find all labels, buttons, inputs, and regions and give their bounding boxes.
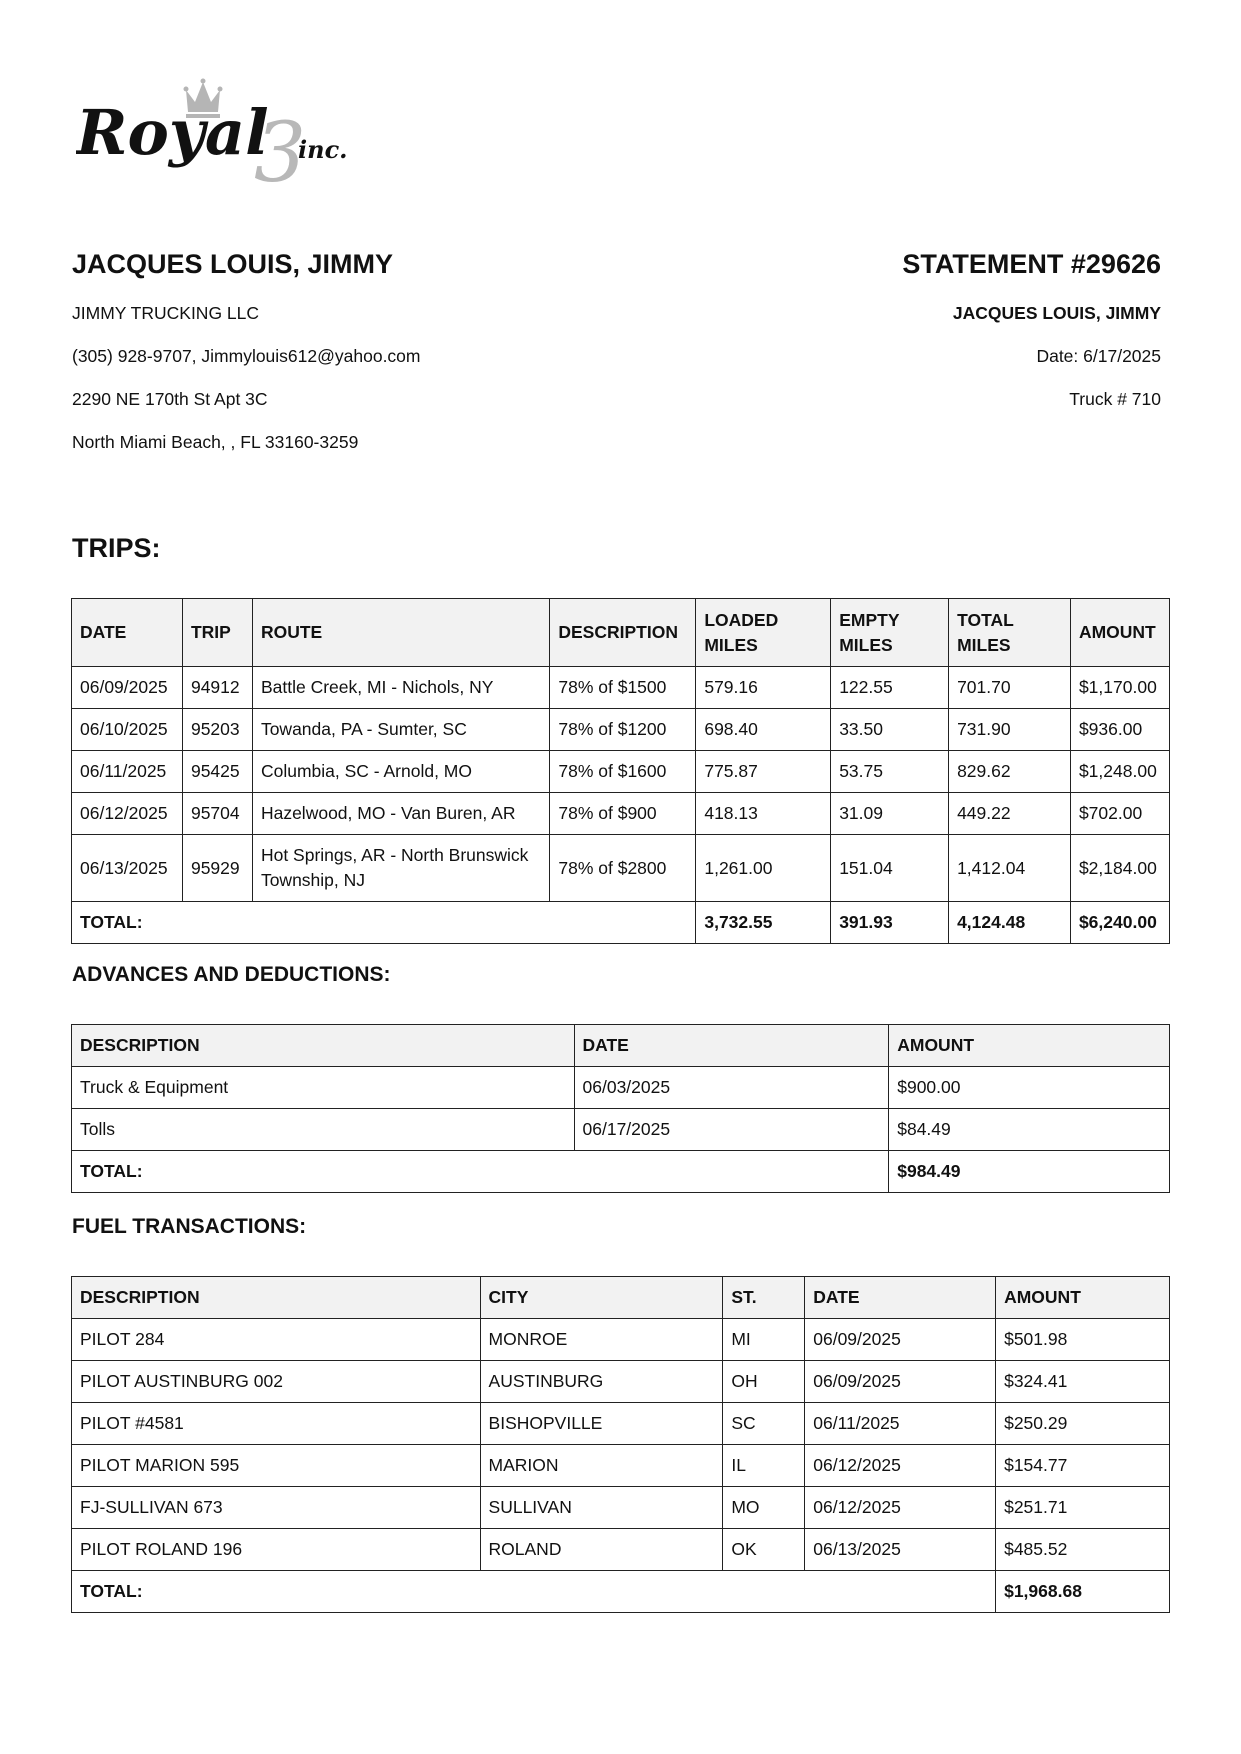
table-cell: Tolls: [72, 1109, 575, 1151]
column-header: AMOUNT: [889, 1025, 1170, 1067]
table-cell: $1,170.00: [1070, 667, 1169, 709]
logo-suffix: inc.: [298, 135, 348, 164]
table-cell: Hazelwood, MO - Van Buren, AR: [252, 793, 549, 835]
column-header: DESCRIPTION: [550, 599, 696, 667]
column-header: DESCRIPTION: [72, 1277, 481, 1319]
driver-info: [72, 248, 632, 453]
table-cell: ROLAND: [480, 1529, 723, 1571]
table-cell: BISHOPVILLE: [480, 1403, 723, 1445]
table-row: [72, 667, 1170, 709]
column-header: TOTAL MILES: [949, 599, 1071, 667]
table-row: [72, 1319, 1170, 1361]
table-cell: 95704: [182, 793, 252, 835]
table-cell: $900.00: [889, 1067, 1170, 1109]
table-cell: AUSTINBURG: [480, 1361, 723, 1403]
statement-title: STATEMENT #29626: [902, 249, 1161, 279]
total-label: TOTAL:: [72, 1571, 996, 1613]
table-cell: 53.75: [831, 751, 949, 793]
table-row: [72, 1067, 1170, 1109]
table-cell: 78% of $1600: [550, 751, 696, 793]
column-header: CITY: [480, 1277, 723, 1319]
table-cell: 449.22: [949, 793, 1071, 835]
table-header-row: [72, 1025, 1170, 1067]
table-cell: $251.71: [996, 1487, 1170, 1529]
table-cell: 06/13/2025: [805, 1529, 996, 1571]
table-cell: 775.87: [696, 751, 831, 793]
table-cell: 06/12/2025: [805, 1487, 996, 1529]
company-logo: [76, 76, 386, 196]
trips-title: TRIPS:: [72, 533, 161, 563]
table-cell: 1,412.04: [949, 835, 1071, 902]
table-cell: 06/13/2025: [72, 835, 183, 902]
logo-script: Royal: [76, 96, 269, 169]
table-cell: 06/03/2025: [574, 1067, 889, 1109]
total-cell: $1,968.68: [996, 1571, 1170, 1613]
table-cell: 829.62: [949, 751, 1071, 793]
total-row: [72, 1151, 1170, 1193]
table-cell: MONROE: [480, 1319, 723, 1361]
column-header: DATE: [805, 1277, 996, 1319]
column-header: ST.: [723, 1277, 805, 1319]
table-cell: $324.41: [996, 1361, 1170, 1403]
column-header: ROUTE: [252, 599, 549, 667]
table-cell: $250.29: [996, 1403, 1170, 1445]
table-cell: 122.55: [831, 667, 949, 709]
table-cell: 78% of $2800: [550, 835, 696, 902]
table-cell: Hot Springs, AR - North Brunswick Township, NJ: [252, 835, 549, 902]
table-header-row: [72, 1277, 1170, 1319]
fuel-title: FUEL TRANSACTIONS:: [72, 1215, 307, 1238]
table-cell: $702.00: [1070, 793, 1169, 835]
table-cell: $485.52: [996, 1529, 1170, 1571]
total-label: TOTAL:: [72, 902, 696, 944]
table-cell: 06/11/2025: [805, 1403, 996, 1445]
table-row: [72, 1361, 1170, 1403]
table-cell: 31.09: [831, 793, 949, 835]
column-header: EMPTY MILES: [831, 599, 949, 667]
table-cell: 731.90: [949, 709, 1071, 751]
total-row: [72, 902, 1170, 944]
table-cell: 06/12/2025: [72, 793, 183, 835]
table-cell: 1,261.00: [696, 835, 831, 902]
table-header-row: [72, 599, 1170, 667]
total-cell: 3,732.55: [696, 902, 831, 944]
table-cell: Columbia, SC - Arnold, MO: [252, 751, 549, 793]
column-header: DATE: [72, 599, 183, 667]
table-cell: 78% of $1500: [550, 667, 696, 709]
table-cell: PILOT #4581: [72, 1403, 481, 1445]
table-cell: IL: [723, 1445, 805, 1487]
fuel-table: [71, 1276, 1170, 1613]
total-cell: $6,240.00: [1070, 902, 1169, 944]
table-cell: 06/11/2025: [72, 751, 183, 793]
table-row: [72, 793, 1170, 835]
table-cell: Truck & Equipment: [72, 1067, 575, 1109]
table-cell: Towanda, PA - Sumter, SC: [252, 709, 549, 751]
total-cell: 391.93: [831, 902, 949, 944]
driver-contact: (305) 928-9707, Jimmylouis612@yahoo.com: [72, 346, 421, 366]
table-cell: $1,248.00: [1070, 751, 1169, 793]
table-row: [72, 751, 1170, 793]
table-cell: 06/09/2025: [805, 1361, 996, 1403]
table-cell: 06/09/2025: [72, 667, 183, 709]
column-header: AMOUNT: [1070, 599, 1169, 667]
table-cell: 701.70: [949, 667, 1071, 709]
table-row: [72, 1403, 1170, 1445]
table-row: [72, 835, 1170, 902]
trips-table: [71, 598, 1170, 944]
statement-info: [601, 248, 1161, 410]
statement-date: Date: 6/17/2025: [1036, 346, 1161, 366]
table-cell: OH: [723, 1361, 805, 1403]
table-cell: MI: [723, 1319, 805, 1361]
table-cell: MARION: [480, 1445, 723, 1487]
table-cell: 698.40: [696, 709, 831, 751]
statement-name: JACQUES LOUIS, JIMMY: [952, 303, 1161, 323]
table-cell: 418.13: [696, 793, 831, 835]
advances-table: [71, 1024, 1170, 1193]
table-cell: 33.50: [831, 709, 949, 751]
driver-address-line1: 2290 NE 170th St Apt 3C: [72, 389, 268, 409]
table-cell: 94912: [182, 667, 252, 709]
logo-numeral: 3: [254, 106, 307, 196]
table-row: [72, 1445, 1170, 1487]
table-cell: OK: [723, 1529, 805, 1571]
table-cell: FJ-SULLIVAN 673: [72, 1487, 481, 1529]
table-cell: SC: [723, 1403, 805, 1445]
column-header: TRIP: [182, 599, 252, 667]
table-cell: 06/17/2025: [574, 1109, 889, 1151]
table-cell: $501.98: [996, 1319, 1170, 1361]
table-cell: PILOT 284: [72, 1319, 481, 1361]
total-cell: $984.49: [889, 1151, 1170, 1193]
column-header: LOADED MILES: [696, 599, 831, 667]
column-header: DESCRIPTION: [72, 1025, 575, 1067]
table-cell: 151.04: [831, 835, 949, 902]
table-row: [72, 1487, 1170, 1529]
driver-address-line2: North Miami Beach, , FL 33160-3259: [72, 432, 359, 452]
total-label: TOTAL:: [72, 1151, 889, 1193]
total-row: [72, 1571, 1170, 1613]
table-cell: $84.49: [889, 1109, 1170, 1151]
column-header: AMOUNT: [996, 1277, 1170, 1319]
table-cell: SULLIVAN: [480, 1487, 723, 1529]
table-cell: 78% of $900: [550, 793, 696, 835]
table-cell: 06/10/2025: [72, 709, 183, 751]
table-cell: MO: [723, 1487, 805, 1529]
column-header: DATE: [574, 1025, 889, 1067]
table-row: [72, 1529, 1170, 1571]
table-cell: 579.16: [696, 667, 831, 709]
table-cell: 06/12/2025: [805, 1445, 996, 1487]
total-cell: 4,124.48: [949, 902, 1071, 944]
table-cell: PILOT MARION 595: [72, 1445, 481, 1487]
table-cell: Battle Creek, MI - Nichols, NY: [252, 667, 549, 709]
table-cell: $936.00: [1070, 709, 1169, 751]
table-cell: PILOT AUSTINBURG 002: [72, 1361, 481, 1403]
table-cell: 95929: [182, 835, 252, 902]
driver-name: JACQUES LOUIS, JIMMY: [72, 249, 394, 279]
table-cell: PILOT ROLAND 196: [72, 1529, 481, 1571]
table-cell: $154.77: [996, 1445, 1170, 1487]
statement-truck: Truck # 710: [1069, 389, 1161, 409]
driver-company: JIMMY TRUCKING LLC: [72, 303, 260, 323]
table-cell: 95203: [182, 709, 252, 751]
table-row: [72, 709, 1170, 751]
table-cell: 95425: [182, 751, 252, 793]
table-cell: 06/09/2025: [805, 1319, 996, 1361]
table-row: [72, 1109, 1170, 1151]
advances-title: ADVANCES AND DEDUCTIONS:: [72, 963, 391, 986]
table-cell: 78% of $1200: [550, 709, 696, 751]
table-cell: $2,184.00: [1070, 835, 1169, 902]
